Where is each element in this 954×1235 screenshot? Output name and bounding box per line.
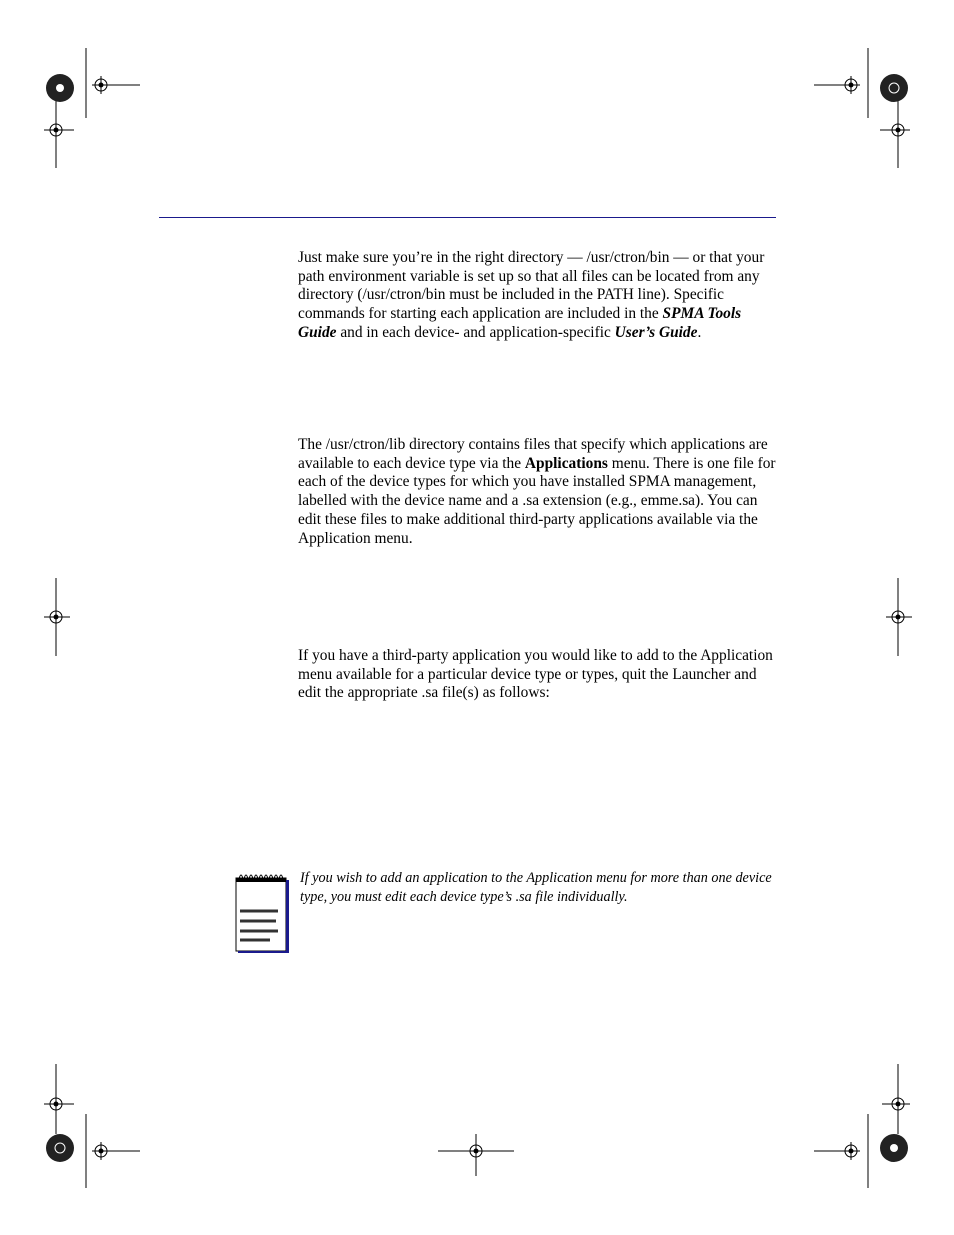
paragraph-text: The /usr/ctron/lib directory contains files that specify which applications are available to each device type via the	[298, 436, 768, 472]
registration-mark-icon	[436, 1134, 516, 1184]
body-paragraph	[298, 436, 778, 548]
body-paragraph	[298, 249, 778, 343]
notepad-icon	[232, 870, 290, 954]
paragraph-text: Just make sure you’re in the right directory — /usr/ctron/bin — or that your path environment variable is set up so that all files can be located from any directory (/usr/ctron/bin must be included in the PATH line). Specific commands for starting each application are included in the	[298, 249, 765, 323]
paragraph-text: and in each device- and application-specific	[336, 323, 615, 341]
header-rule	[159, 217, 776, 218]
registration-mark-icon	[44, 1064, 144, 1188]
registration-mark-icon	[810, 1064, 910, 1188]
registration-mark-icon	[44, 578, 74, 656]
menu-name: Applications	[524, 454, 608, 472]
note-text: If you wish to add an application to the Application menu for more than one device type, you must edit each device type’s .sa file individually.	[300, 870, 772, 905]
body-paragraph: If you have a third-party application you would like to add to the Application menu available for a particular device type or types, quit the Launcher and edit the appropriate .sa file(s) as follows:	[298, 647, 773, 702]
paragraph-text: menu. There is one file for each of the device types for which you have installed SPMA management, labelled with the device name and a .sa extension (e.g., emme.sa). You can edit these files to make additional third-party applications available via the Application menu.	[298, 454, 776, 547]
registration-mark-icon	[884, 578, 914, 656]
paragraph-text: .	[697, 323, 702, 341]
registration-mark-icon	[810, 48, 910, 170]
registration-mark-icon	[44, 48, 144, 170]
document-reference: User’s Guide	[614, 323, 698, 341]
document-reference: SPMA Tools Guide	[298, 305, 742, 341]
